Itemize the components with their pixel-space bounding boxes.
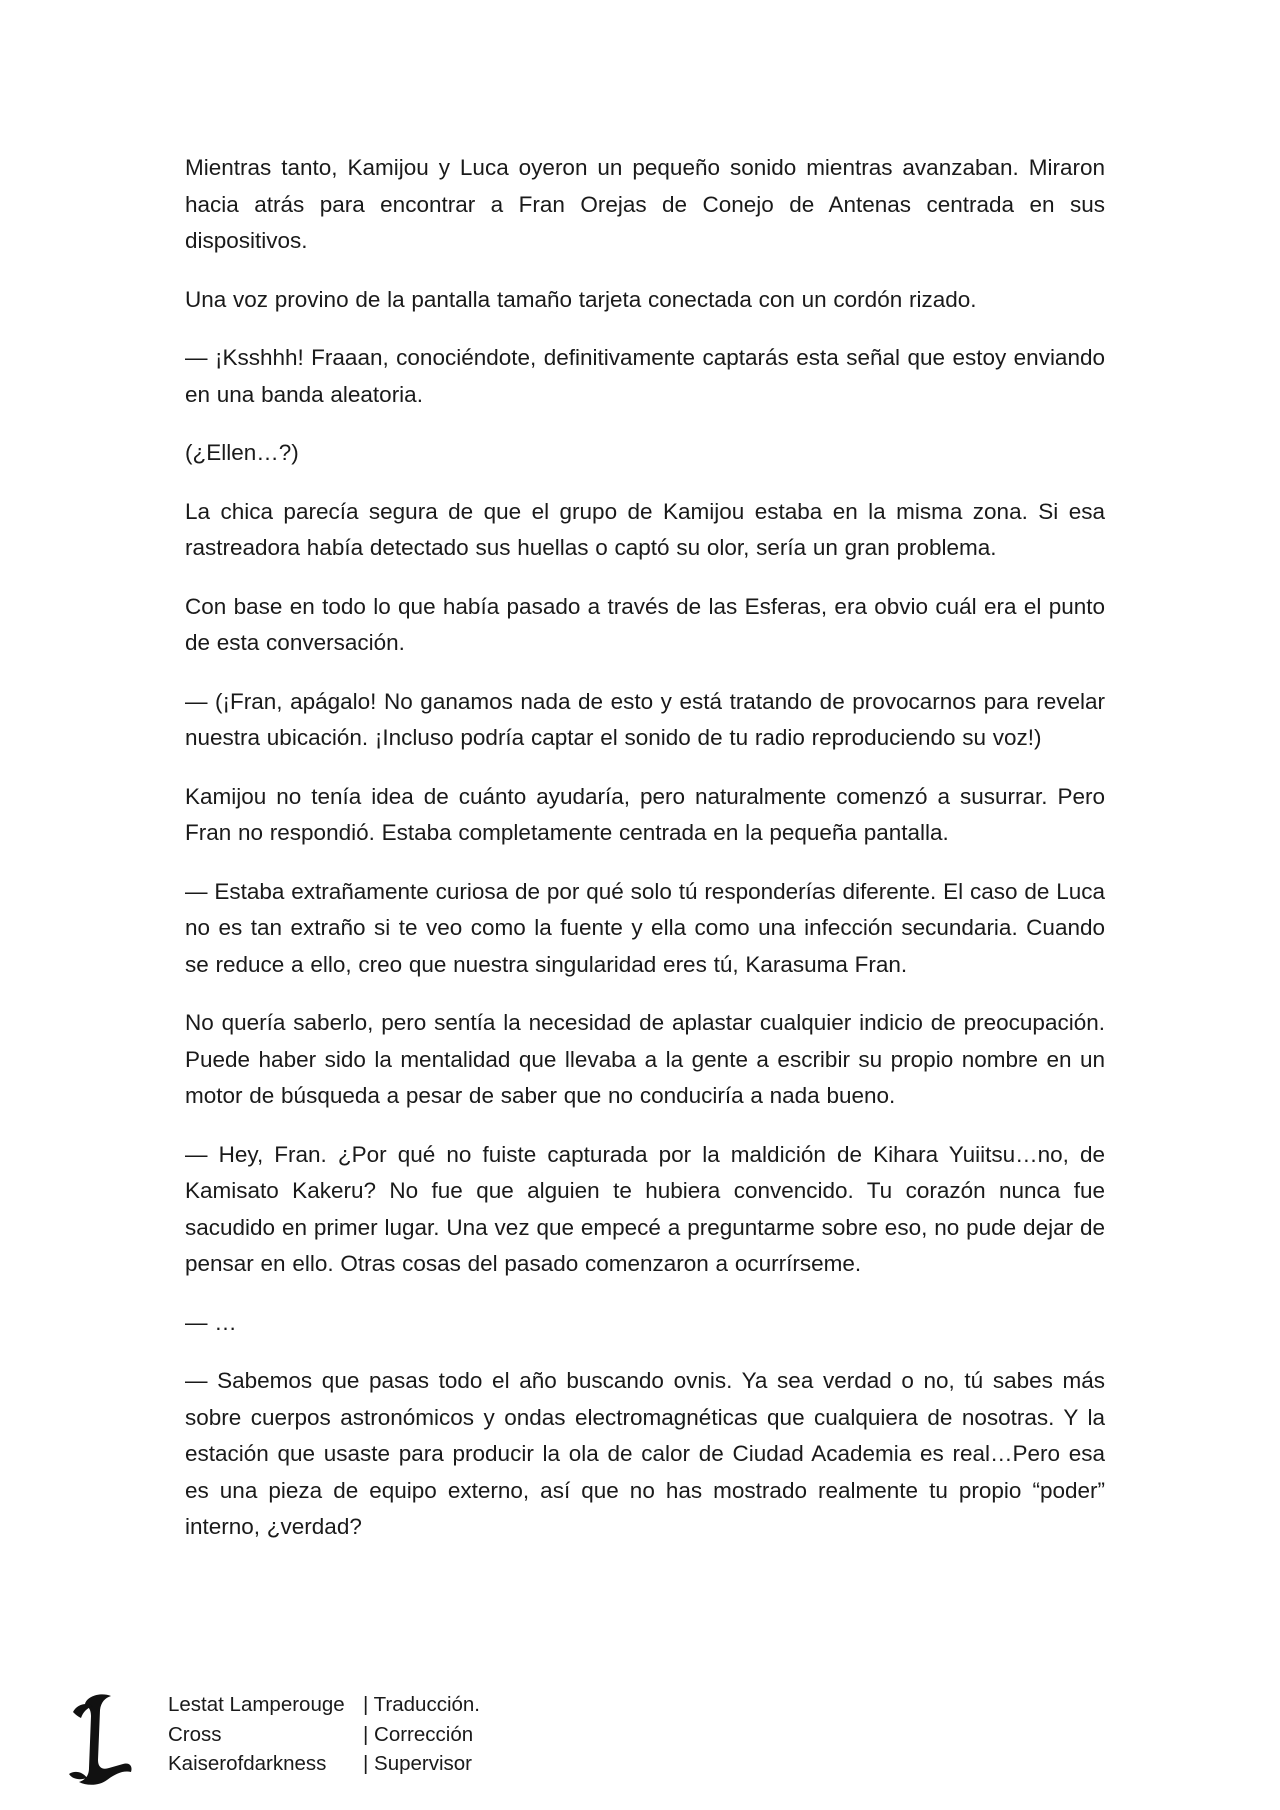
paragraph: — … [185,1309,237,1335]
paragraph: — ¡Ksshhh! Fraaan, conociéndote, definitivamente captarás esta señal que estoy enviando en una banda aleatoria. [185,345,1105,407]
credit-name: Lestat Lamperouge [168,1693,345,1716]
paragraph: — Hey, Fran. ¿Por qué no fuiste capturada por la maldición de Kihara Yuiitsu…no, de Kamisato Kakeru? No fue que alguien te hubiera convencido. Tu corazón nunca fue sacudido en primer lugar. Una vez que empecé a preguntarme sobre eso, no pude dejar de pensar en ello. Otras cosas del pasado comenzaron a ocurrírseme. [185,1141,1105,1276]
paragraph: Kamijou no tenía idea de cuánto ayudaría, pero naturalmente comenzó a susurrar. Pero Fran no respondió. Estaba completamente centrada en la pequeña pantalla. [185,783,1105,845]
credit-role: | Traducción. [363,1693,480,1716]
credit-name: Kaiserofdarkness [168,1752,327,1775]
paragraph: — Sabemos que pasas todo el año buscando ovnis. Ya sea verdad o no, tú sabes más sobre cuerpos astronómicos y ondas electromagnéticas que cualquiera de nosotras. Y la estación que usaste para producir la ola de calor de Ciudad Academia es real…Pero esa es una pieza de equipo externo, así que no has mostrado realmente tu propio “poder” interno, ¿verdad? [185,1368,1105,1539]
footer [65,1690,765,1800]
document-body [185,150,1105,1568]
paragraph: (¿Ellen…?) [185,440,299,465]
paragraph: Con base en todo lo que había pasado a través de las Esferas, era obvio cuál era el punto de esta conversación. [185,593,1105,655]
paragraph: — Estaba extrañamente curiosa de por qué solo tú responderías diferente. El caso de Luca no es tan extraño si te veo como la fuente y ella como una infección secundaria. Cuando se reduce a ello, creo que nuestra singularidad eres tú, Karasuma Fran. [185,878,1105,977]
paragraph: No quería saberlo, pero sentía la necesidad de aplastar cualquier indicio de preocupación. Puede haber sido la mentalidad que llevaba a la gente a escribir su propio nombre en un motor de búsqueda a pesar de saber que no conduciría a nada bueno. [185,1010,1105,1108]
credit-row [168,1749,480,1779]
credit-name: Cross [168,1722,222,1746]
gothic-L-logo-icon [65,1690,135,1790]
credit-role: | Corrección [363,1722,474,1746]
paragraph: La chica parecía segura de que el grupo de Kamijou estaba en la misma zona. Si esa rastreadora había detectado sus huellas o captó su olor, sería un gran problema. [185,498,1105,560]
credit-row [168,1690,480,1720]
paragraph: — (¡Fran, apágalo! No ganamos nada de esto y está tratando de provocarnos para revelar nuestra ubicación. ¡Incluso podría captar el sonido de tu radio reproduciendo su voz!) [185,688,1105,750]
credit-role: | Supervisor [363,1752,473,1775]
paragraph: Mientras tanto, Kamijou y Luca oyeron un pequeño sonido mientras avanzaban. Miraron hacia atrás para encontrar a Fran Orejas de Conejo de Antenas centrada en sus dispositivos. [185,155,1105,253]
credits-block [168,1690,480,1779]
paragraph: Una voz provino de la pantalla tamaño tarjeta conectada con un cordón rizado. [185,286,977,312]
credit-row [168,1720,480,1750]
